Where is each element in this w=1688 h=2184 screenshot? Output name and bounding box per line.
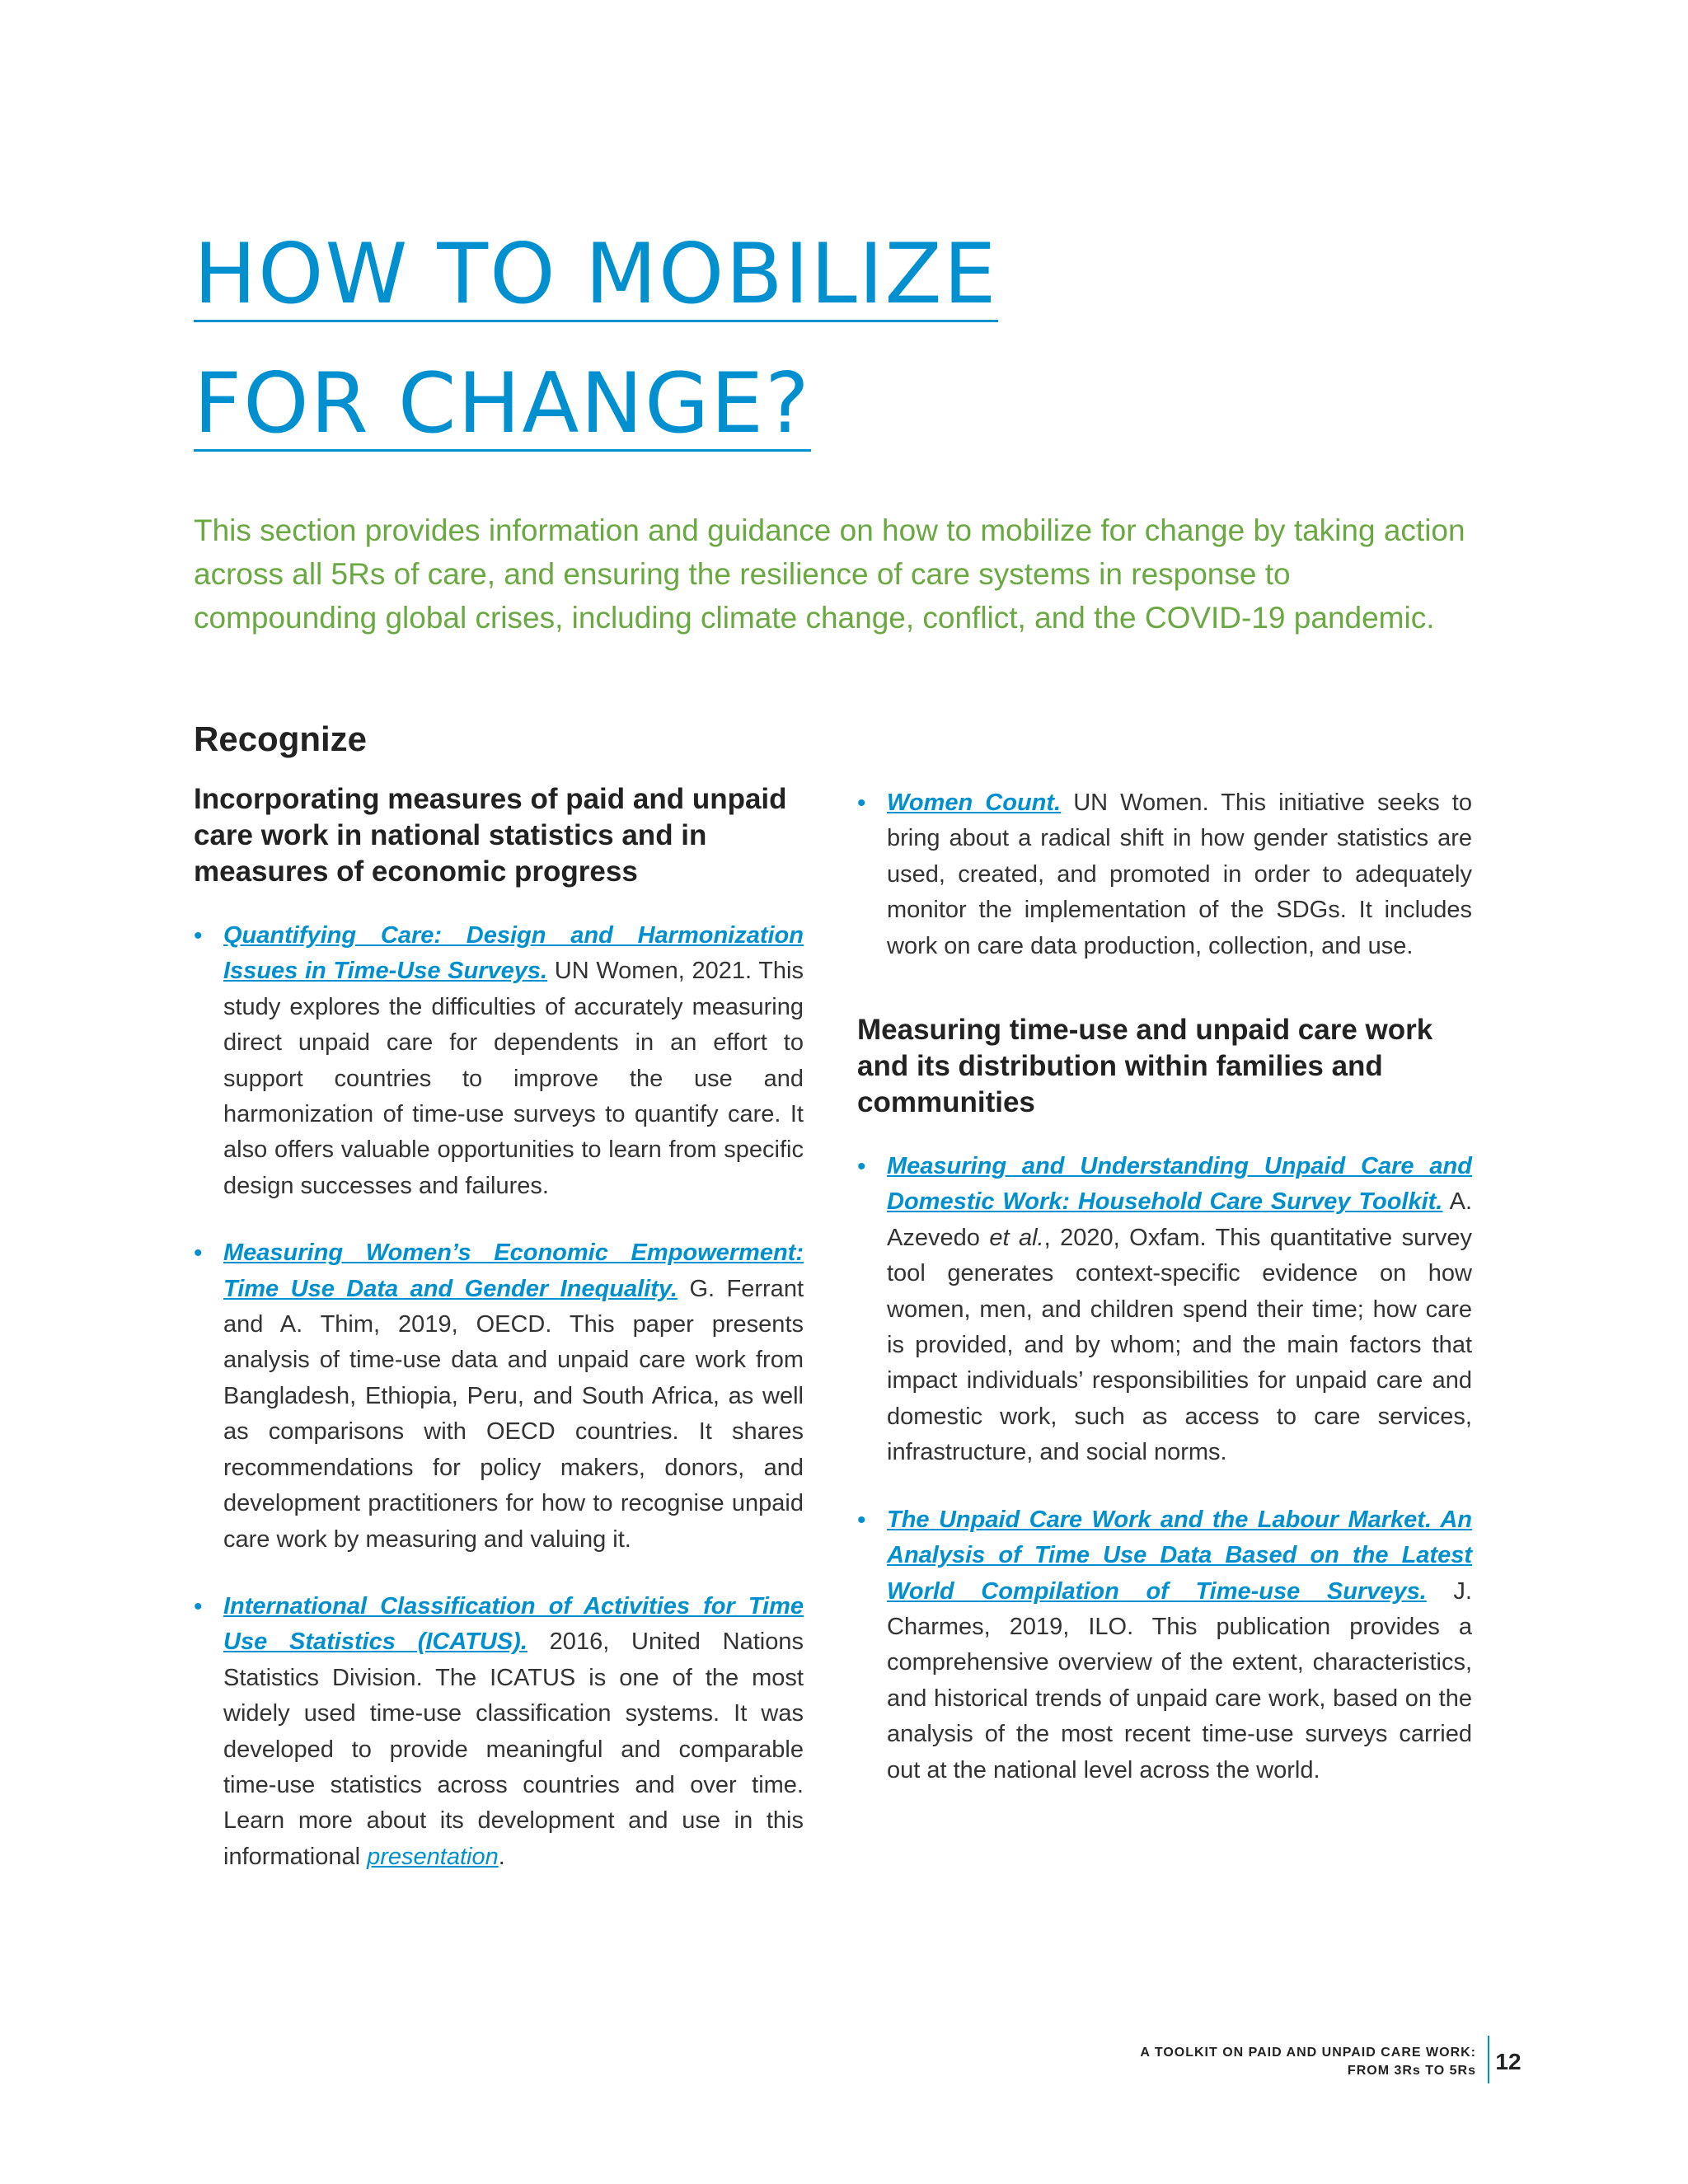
et-al: et al. xyxy=(989,1224,1044,1251)
resource-link-unpaid-care-labour-market[interactable]: The Unpaid Care Work and the Labour Market. An Analysis of Time Use Data Based on the Latest World Compilation of Time-use Surveys. xyxy=(887,1506,1472,1605)
page-number: 12 xyxy=(1495,2049,1522,2074)
footer-running-title xyxy=(1140,2044,1476,2080)
presentation-link[interactable]: presentation xyxy=(367,1843,499,1870)
page-title xyxy=(194,216,998,475)
resource-list-left xyxy=(194,918,804,1875)
list-item xyxy=(857,1502,1472,1788)
resource-link-women-count[interactable]: Women Count. xyxy=(887,790,1062,816)
resource-list-right xyxy=(857,1149,1472,1788)
resource-link-icatus[interactable]: International Classification of Activities for Time Use Statistics (ICATUS). xyxy=(223,1592,804,1656)
resource-link-household-care-survey[interactable]: Measuring and Understanding Unpaid Care and Domestic Work: Household Care Survey Toolkit. xyxy=(887,1153,1472,1216)
resource-description: G. Ferrant and A. Thim, 2019, OECD. This paper presents analysis of time-use data and unpaid care work from Bangladesh, Ethiopia, Peru, and South Africa, as well as comparisons with OECD countries. It shares recommendations for policy makers, donors, and development practitioners for how to recognise unpaid care work by measuring and valuing it. xyxy=(223,1275,804,1553)
page-title-line1: HOW TO MOBILIZE xyxy=(194,225,998,322)
resource-description: 2016, United Nations Statistics Division. The ICATUS is one of the most widely used time-use classification systems. It was developed to provide meaningful and comparable time-use statistics across countries and over time. Learn more about its development and use in this informational xyxy=(223,1629,804,1870)
resource-description-cont: , 2020, Oxfam. This quantitative survey tool generates context-specific evidence on how women, men, and children spend their time; how care is provided, and by whom; and the main factors that impact individuals’ responsibilities for unpaid care and domestic work, such as access to care services, infrastructure, and social norms. xyxy=(887,1224,1473,1466)
resource-description: UN Women. This initiative seeks to bring about a radical shift in how gender statistics are used, created, and promoted in order to adequately monitor the implementation of the SDGs. It includes work on care data production, collection, and use. xyxy=(887,790,1472,959)
subhead-time-use: Measuring time-use and unpaid care work and its distribution within families and communities xyxy=(857,1014,1433,1119)
list-item xyxy=(857,785,1472,964)
sentence-end: . xyxy=(498,1843,505,1870)
right-column xyxy=(857,785,1472,1820)
subhead-national-statistics: Incorporating measures of paid and unpaid care work in national statistics and in measures of economic progress xyxy=(194,783,787,888)
footer-divider xyxy=(1488,2036,1489,2083)
footer-line2: FROM 3Rs TO 5Rs xyxy=(1347,2064,1476,2078)
section-title-recognize: Recognize xyxy=(194,719,368,758)
list-item xyxy=(857,1149,1472,1471)
page-title-line2: FOR CHANGE? xyxy=(194,354,811,452)
resource-description: UN Women, 2021. This study explores the difficulties of accurately measuring direct unpaid care for dependents in an effort to support countries to improve the use and harmonization of time-use surveys to quantify care. It also offers valuable opportunities to learn from specific design successes and failures. xyxy=(223,958,804,1199)
list-item xyxy=(194,1235,804,1558)
intro-paragraph: This section provides information and guidance on how to mobilize for change by taking action across all 5Rs of care, and ensuring the resilience of care systems in response to compounding global crises, including climate change, conflict, and the COVID-19 pandemic. xyxy=(194,513,1465,635)
resource-link-measuring-womens-empowerment[interactable]: Measuring Women’s Economic Empowerment: Time Use Data and Gender Inequality. xyxy=(223,1240,804,1302)
resource-description: J. Charmes, 2019, ILO. This publication provides a comprehensive overview of the extent, characteristics, and historical trends of unpaid care work, based on the analysis of the most recent time-use surveys carried out at the national level across the world. xyxy=(887,1577,1472,1783)
resource-list-right-top xyxy=(857,785,1472,964)
list-item xyxy=(194,918,804,1204)
resource-link-quantifying-care[interactable]: Quantifying Care: Design and Harmonization Issues in Time-Use Surveys. xyxy=(223,922,804,985)
list-item xyxy=(194,1589,804,1875)
left-column xyxy=(194,781,804,1906)
footer-line1: A TOOLKIT ON PAID AND UNPAID CARE WORK: xyxy=(1140,2046,1476,2060)
resource-description: A. Azevedo xyxy=(887,1188,1473,1251)
